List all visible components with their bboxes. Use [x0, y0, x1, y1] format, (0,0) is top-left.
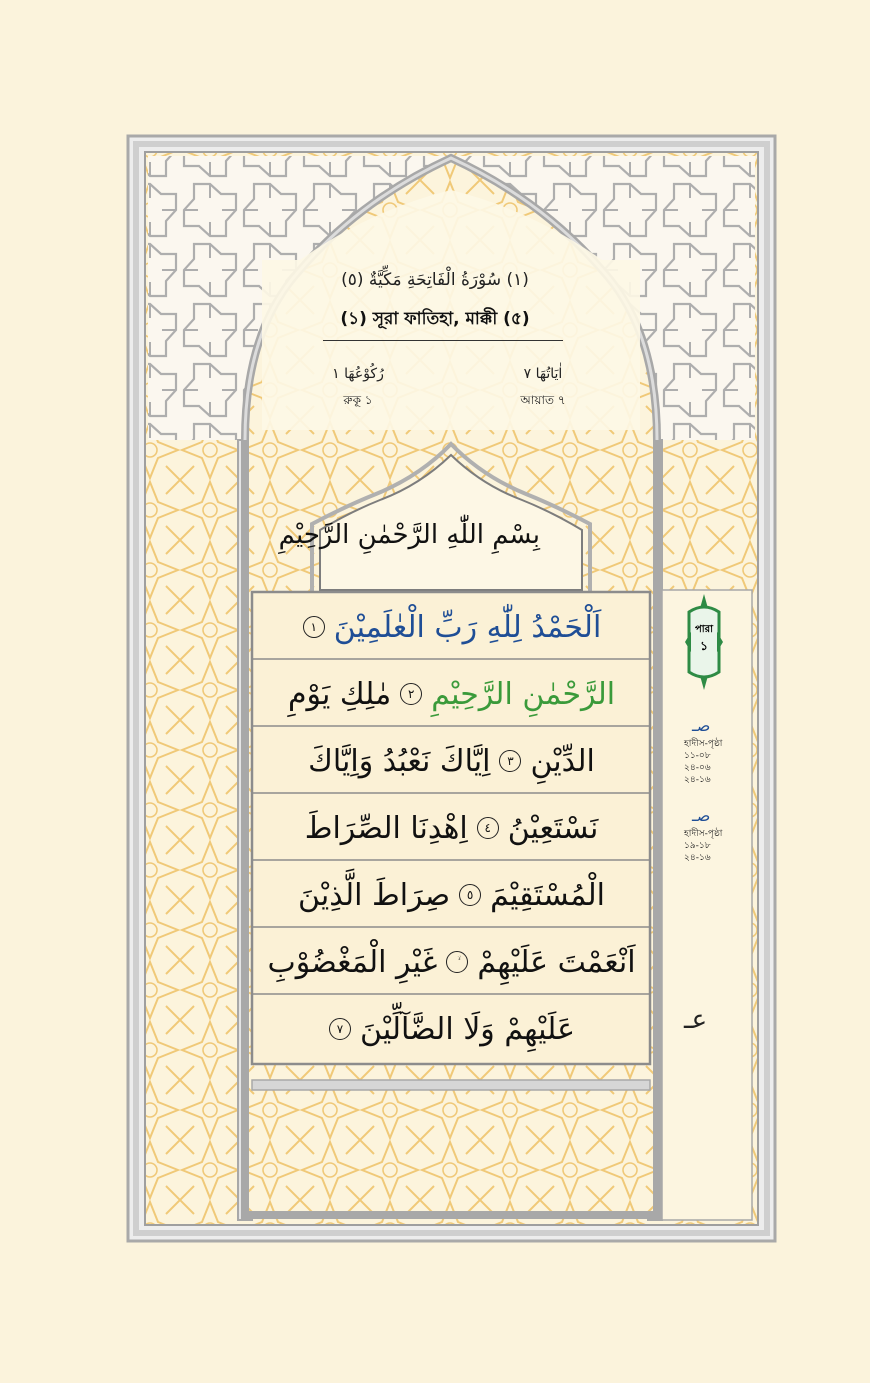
verse-text: غَيْرِ الْمَغْضُوْبِ [267, 944, 438, 980]
verse-text: الرَّحْمٰنِ الرَّحِيْمِ [431, 676, 616, 712]
surah-title-bengali: (১) সূরা ফাতিহা, মাক্কী (৫) [340, 309, 530, 329]
ayah-end-marker: ١ [303, 616, 325, 638]
reference-line: হাদীস-পৃষ্ঠা [684, 829, 723, 839]
reference-line: হাদীস-পৃষ্ঠা [684, 739, 723, 749]
ruku-count-arabic: رُكُوْعُهَا ١ [332, 366, 384, 382]
verse-text: صِرَاطَ الَّذِيْنَ [298, 877, 451, 913]
verse-line [255, 598, 648, 656]
bismillah: بِسْمِ اللّٰهِ الرَّحْمٰنِ الرَّحِيْمِ [278, 520, 540, 550]
verse-line [255, 866, 648, 924]
verse-line [255, 1000, 648, 1058]
verse-text: مٰلِكِ يَوْمِ [287, 676, 392, 712]
verse-text: اِهْدِنَا الصِّرَاطَ [304, 810, 468, 846]
ruku-marker: عـ [684, 1005, 708, 1035]
surah-title-arabic: (١) سُوْرَةُ الْفَاتِحَةِ مَكِّيَّةٌ (٥) [341, 270, 529, 290]
verse-text: الدِّيْنِ [530, 743, 595, 779]
verse-text: الْمُسْتَقِيْمَ [490, 877, 605, 913]
reference-line: ১৯-১৮ [684, 841, 711, 851]
reference-line: ২৪-০৬ [684, 763, 711, 773]
saad-marker-2: صـ [692, 806, 711, 825]
verse-text: اَلْحَمْدُ لِلّٰهِ رَبِّ الْعٰلَمِيْنَ [333, 609, 602, 645]
verse-line [255, 665, 648, 723]
ayat-count-bengali: আয়াত ৭ [520, 393, 566, 407]
header-divider [323, 340, 563, 341]
ayah-end-marker: ٧ [329, 1018, 351, 1040]
verse-line [255, 933, 648, 991]
ruku-count-bengali: রুকূ ১ [343, 393, 373, 407]
reference-line: ২৪-১৬ [684, 853, 711, 863]
ayah-end-marker: ٤ [477, 817, 499, 839]
verse-text: اَنْعَمْتَ عَلَيْهِمْ [477, 944, 636, 980]
reference-list-2 [684, 828, 722, 864]
ayah-end-marker [446, 951, 468, 973]
verse-text: عَلَيْهِمْ وَلَا الضَّآلِّيْنَ [360, 1011, 576, 1047]
saad-marker-1: صـ [692, 716, 711, 735]
ayah-end-marker: ٣ [499, 750, 521, 772]
reference-line: ২৪-১৬ [684, 775, 711, 785]
verse-line [255, 799, 648, 857]
para-label: পারা [694, 624, 714, 635]
ayat-count-arabic: اٰيَاتُهَا ٧ [523, 366, 563, 382]
ayah-end-marker: ٥ [459, 884, 481, 906]
verse-text: نَسْتَعِيْنُ [507, 810, 599, 846]
para-number: ১ [700, 639, 708, 653]
reference-line: ১১-০৮ [684, 751, 711, 761]
ayah-end-marker: ٢ [400, 683, 422, 705]
reference-list-1 [684, 738, 722, 786]
verse-line [255, 732, 648, 790]
verse-text: اِيَّاكَ نَعْبُدُ وَاِيَّاكَ [308, 743, 491, 779]
